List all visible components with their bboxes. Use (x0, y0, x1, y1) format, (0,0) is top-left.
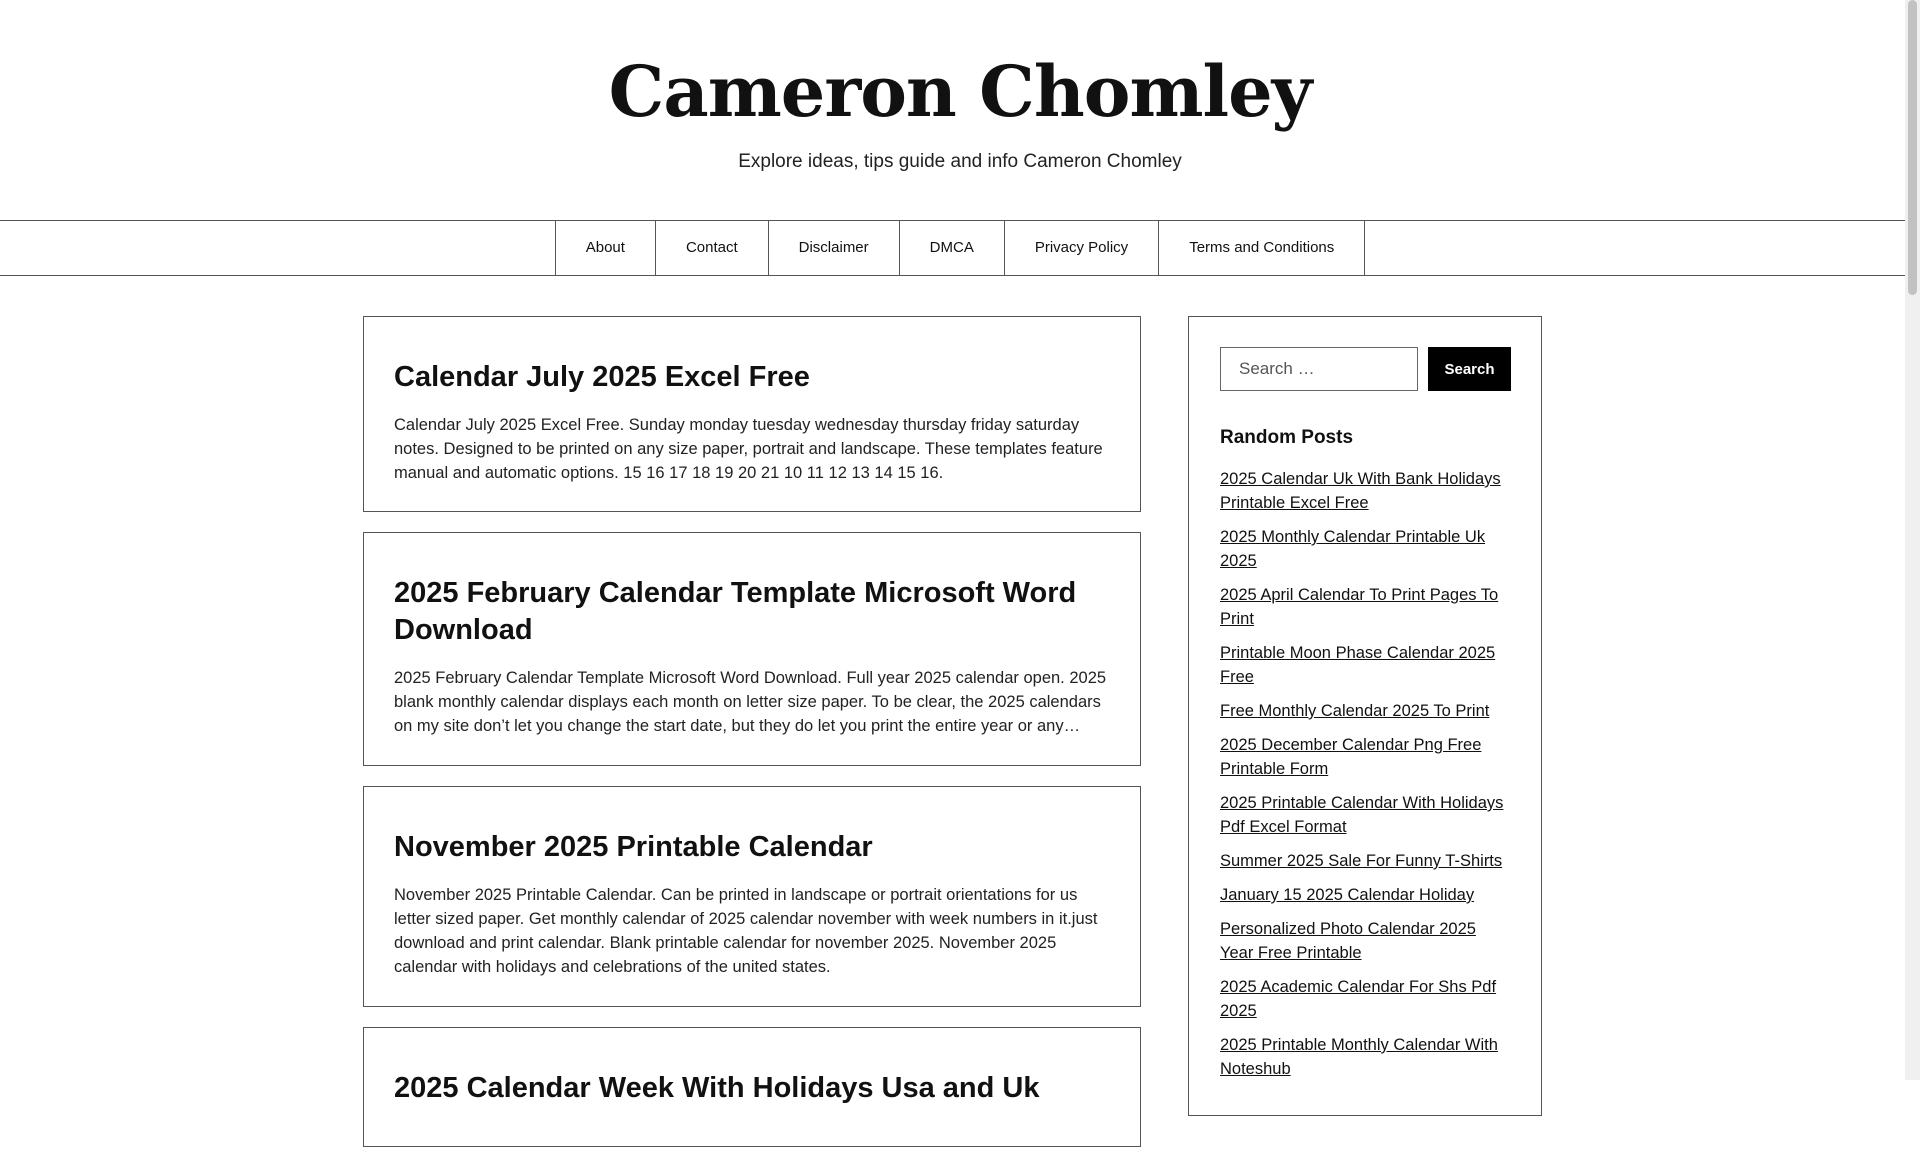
random-post-link[interactable]: Free Monthly Calendar 2025 To Print (1220, 702, 1490, 720)
random-post-link[interactable]: 2025 Monthly Calendar Printable Uk 2025 (1220, 528, 1486, 570)
list-item (1220, 525, 1511, 573)
post-card (363, 532, 1141, 766)
search-form (1220, 347, 1511, 391)
post-excerpt: 2025 February Calendar Template Microsoft Word Download. Full year 2025 calendar open. 2025 blank monthly calendar displays each month on letter size paper. To be clear, the 2025 calendars on my site don’t let you change the start date, but they do let you print the entire year or any… (394, 669, 1107, 735)
nav-item-privacy-policy[interactable]: Privacy Policy (1005, 221, 1159, 275)
post-list (363, 316, 1141, 1167)
site-tagline: Explore ideas, tips guide and info Cameron Chomley (738, 151, 1182, 172)
post-title[interactable]: 2025 February Calendar Template Microsoft Word Download (394, 577, 1077, 646)
random-posts-list (1220, 467, 1511, 1081)
post-card (363, 316, 1141, 512)
nav-item-terms-and-conditions[interactable]: Terms and Conditions (1159, 221, 1365, 275)
list-item (1220, 917, 1511, 965)
sidebar (1188, 316, 1542, 1116)
post-card (363, 1027, 1141, 1147)
random-post-link[interactable]: 2025 Calendar Uk With Bank Holidays Printable Excel Free (1220, 470, 1501, 512)
post-title[interactable]: November 2025 Printable Calendar (394, 831, 873, 863)
random-posts-title: Random Posts (1220, 427, 1354, 448)
list-item (1220, 1033, 1511, 1081)
post-title[interactable]: Calendar July 2025 Excel Free (394, 361, 810, 393)
nav-item-dmca[interactable]: DMCA (900, 221, 1005, 275)
post-excerpt: November 2025 Printable Calendar. Can be printed in landscape or portrait orientations for us letter sized paper. Get monthly calendar of 2025 calendar november with week numbers in it.just download and print calendar. Blank printable calendar for november 2025. November 2025 calendar with holidays and celebrations of the united states. (394, 886, 1098, 976)
random-post-link[interactable]: January 15 2025 Calendar Holiday (1220, 886, 1475, 904)
nav-item-disclaimer[interactable]: Disclaimer (769, 221, 900, 275)
random-post-link[interactable]: Personalized Photo Calendar 2025 Year Free Printable (1220, 920, 1476, 962)
list-item (1220, 733, 1511, 781)
list-item (1220, 641, 1511, 689)
random-post-link[interactable]: Printable Moon Phase Calendar 2025 Free (1220, 644, 1496, 686)
nav-item-about[interactable]: About (556, 221, 656, 275)
scrollbar-thumb[interactable] (1908, 0, 1917, 295)
list-item (1220, 849, 1511, 873)
post-title[interactable]: 2025 Calendar Week With Holidays Usa and Uk (394, 1072, 1040, 1104)
list-item (1220, 467, 1511, 515)
site-header (0, 0, 1920, 221)
list-item (1220, 883, 1511, 907)
post-card (363, 786, 1141, 1007)
main-nav (0, 221, 1920, 276)
page-scrollbar[interactable] (1905, 0, 1920, 1080)
random-post-link[interactable]: 2025 April Calendar To Print Pages To Print (1220, 586, 1499, 628)
random-post-link[interactable]: 2025 Printable Calendar With Holidays Pdf Excel Format (1220, 794, 1504, 836)
search-input[interactable] (1220, 347, 1418, 391)
random-post-link[interactable]: Summer 2025 Sale For Funny T-Shirts (1220, 852, 1503, 870)
list-item (1220, 699, 1511, 723)
list-item (1220, 791, 1511, 839)
site-title[interactable]: Cameron Chomley (608, 50, 1312, 133)
random-post-link[interactable]: 2025 Academic Calendar For Shs Pdf 2025 (1220, 978, 1497, 1020)
search-button[interactable]: Search (1428, 347, 1511, 391)
list-item (1220, 583, 1511, 631)
list-item (1220, 975, 1511, 1023)
random-post-link[interactable]: 2025 December Calendar Png Free Printable Form (1220, 736, 1482, 778)
post-excerpt: Calendar July 2025 Excel Free. Sunday monday tuesday wednesday thursday friday saturday notes. Designed to be printed on any size paper, portrait and landscape. These templates feature manual and automatic options. 15 16 17 18 19 20 21 10 11 12 13 14 15 16. (394, 416, 1103, 482)
random-post-link[interactable]: 2025 Printable Monthly Calendar With Noteshub (1220, 1036, 1498, 1078)
nav-item-contact[interactable]: Contact (656, 221, 769, 275)
